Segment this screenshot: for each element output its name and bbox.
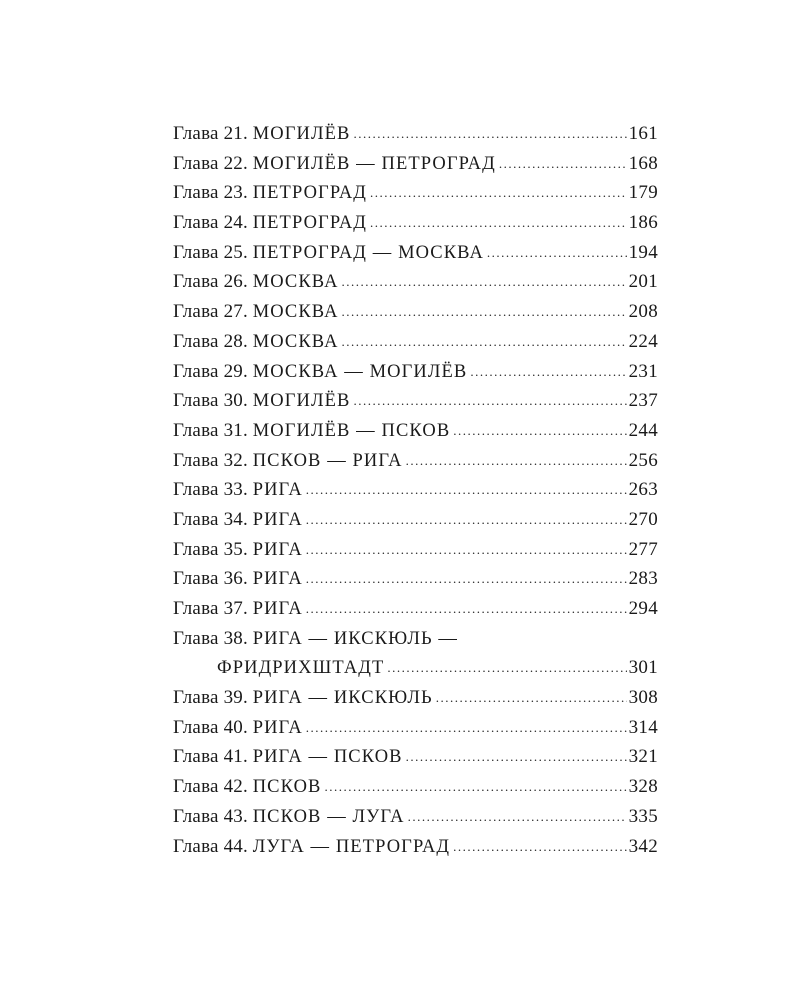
toc-entry[interactable] [173, 594, 658, 624]
page-number: 224 [628, 330, 658, 352]
chapter-title: ПСКОВ — ЛУГА [252, 806, 405, 827]
toc-entry-38-continuation[interactable] [173, 653, 658, 683]
toc-list [173, 119, 658, 624]
chapter-prefix: Глава [173, 271, 219, 293]
page-number: 342 [628, 835, 658, 857]
dot-leader [306, 602, 627, 615]
chapter-prefix: Глава [173, 687, 219, 709]
chapter-number: 42. [223, 776, 248, 798]
page-number: 335 [628, 805, 658, 827]
toc-entry[interactable] [173, 267, 658, 297]
page-number: 161 [628, 123, 658, 144]
page-number: 301 [628, 657, 658, 679]
chapter-number: 28. [223, 330, 248, 352]
toc-entry[interactable] [173, 149, 658, 179]
page-number: 263 [628, 479, 658, 501]
toc-entry-38[interactable] [173, 624, 658, 654]
chapter-number: 21. [223, 123, 248, 144]
page-number: 277 [628, 538, 658, 560]
chapter-prefix: Глава [173, 152, 219, 174]
chapter-number: 41. [223, 746, 248, 768]
chapter-number: 26. [223, 271, 248, 293]
page-number: 308 [628, 687, 658, 709]
page-number: 179 [628, 182, 658, 204]
chapter-number: 25. [223, 241, 248, 263]
chapter-prefix: Глава [173, 568, 219, 590]
chapter-title: РИГА [252, 539, 303, 560]
chapter-number: 44. [223, 835, 248, 857]
dot-leader [470, 365, 626, 378]
chapter-title: РИГА [252, 717, 303, 738]
toc-entry[interactable] [173, 386, 658, 416]
toc-entry[interactable] [173, 832, 658, 862]
toc-entry[interactable] [173, 178, 658, 208]
toc-entry[interactable] [173, 208, 658, 238]
page-number: 208 [628, 301, 658, 323]
chapter-title: РИГА [252, 509, 303, 530]
chapter-title: ЛУГА — ПЕТРОГРАД [252, 836, 451, 857]
toc-list [173, 683, 658, 861]
toc-entry[interactable] [173, 238, 658, 268]
chapter-prefix: Глава [173, 627, 219, 649]
dot-leader [306, 572, 627, 585]
toc-entry[interactable] [173, 357, 658, 387]
toc-entry[interactable] [173, 119, 658, 149]
chapter-prefix: Глава [173, 598, 219, 619]
chapter-number: 23. [223, 182, 248, 204]
chapter-prefix: Глава [173, 419, 219, 441]
page-number: 321 [628, 746, 658, 768]
toc-entry[interactable] [173, 535, 658, 565]
chapter-number: 38. [223, 627, 248, 649]
chapter-prefix: Глава [173, 508, 219, 530]
chapter-prefix: Глава [173, 123, 219, 144]
chapter-number: 27. [223, 301, 248, 323]
toc-entry[interactable] [173, 475, 658, 505]
chapter-number: 36. [223, 568, 248, 590]
dot-leader [342, 275, 627, 288]
chapter-title: РИГА — ИКСКЮЛЬ [252, 688, 433, 709]
toc-entry[interactable] [173, 564, 658, 594]
chapter-title: ПЕТРОГРАД — МОСКВА [252, 242, 484, 263]
dot-leader [487, 246, 627, 259]
chapter-number: 34. [223, 508, 248, 530]
toc-entry[interactable] [173, 446, 658, 476]
dot-leader [306, 721, 627, 734]
page-number: 244 [628, 419, 658, 441]
dot-leader [306, 483, 627, 496]
toc-entry[interactable] [173, 297, 658, 327]
dot-leader [342, 335, 627, 348]
dot-leader [370, 216, 627, 229]
chapter-number: 37. [223, 598, 248, 619]
chapter-prefix: Глава [173, 716, 219, 738]
chapter-title: РИГА [252, 599, 303, 619]
page-number: 328 [628, 776, 658, 798]
chapter-prefix: Глава [173, 746, 219, 768]
chapter-number: 43. [223, 805, 248, 827]
dot-leader [342, 305, 627, 318]
chapter-number: 22. [223, 152, 248, 174]
chapter-number: 30. [223, 390, 248, 412]
chapter-title: РИГА — ПСКОВ [252, 747, 403, 768]
chapter-title: МОГИЛЁВ — ПЕТРОГРАД [252, 153, 496, 174]
chapter-number: 32. [223, 449, 248, 471]
chapter-prefix: Глава [173, 390, 219, 412]
chapter-title: МОГИЛЁВ [252, 391, 351, 412]
chapter-title: МОСКВА [252, 272, 339, 293]
dot-leader [306, 513, 627, 526]
chapter-title: МОСКВА [252, 331, 339, 352]
chapter-prefix: Глава [173, 212, 219, 234]
chapter-number: 39. [223, 687, 248, 709]
chapter-number: 24. [223, 212, 248, 234]
chapter-title: РИГА [252, 480, 303, 501]
chapter-prefix: Глава [173, 301, 219, 323]
chapter-title: ПЕТРОГРАД [252, 213, 368, 234]
toc-entry[interactable] [173, 742, 658, 772]
chapter-prefix: Глава [173, 538, 219, 560]
chapter-title: ПЕТРОГРАД [252, 183, 368, 204]
chapter-prefix: Глава [173, 479, 219, 501]
dot-leader [499, 157, 627, 170]
table-of-contents [173, 119, 658, 861]
page-number: 201 [628, 271, 658, 293]
page-number: 256 [628, 449, 658, 471]
dot-leader [324, 780, 626, 793]
dot-leader [387, 661, 626, 674]
toc-entry[interactable] [173, 416, 658, 446]
toc-entry[interactable] [173, 327, 658, 357]
page-number: 270 [628, 508, 658, 530]
dot-leader [370, 186, 627, 199]
toc-entry[interactable] [173, 505, 658, 535]
chapter-title: МОСКВА — МОГИЛЁВ [252, 361, 468, 382]
chapter-title: МОГИЛЁВ [252, 124, 351, 144]
chapter-number: 33. [223, 479, 248, 501]
dot-leader [408, 810, 627, 823]
chapter-number: 40. [223, 716, 248, 738]
chapter-title: МОСКВА [252, 302, 339, 323]
dot-leader [436, 691, 627, 704]
chapter-prefix: Глава [173, 360, 219, 382]
chapter-number: 35. [223, 538, 248, 560]
chapter-prefix: Глава [173, 805, 219, 827]
chapter-title: ПСКОВ [252, 777, 322, 798]
toc-entry[interactable] [173, 713, 658, 743]
chapter-title: ПСКОВ — РИГА [252, 450, 403, 471]
page-number: 283 [628, 568, 658, 590]
chapter-number: 31. [223, 419, 248, 441]
page-number: 168 [628, 152, 658, 174]
chapter-prefix: Глава [173, 835, 219, 857]
chapter-title: РИГА [252, 569, 303, 590]
chapter-prefix: Глава [173, 776, 219, 798]
dot-leader [306, 543, 627, 556]
dot-leader [406, 750, 627, 763]
page-number: 186 [628, 212, 658, 234]
chapter-prefix: Глава [173, 330, 219, 352]
chapter-prefix: Глава [173, 449, 219, 471]
toc-entry[interactable] [173, 683, 658, 713]
page-number: 194 [628, 241, 658, 263]
page-number: 237 [628, 390, 658, 412]
chapter-title-line1: РИГА — ИКСКЮЛЬ — [252, 628, 459, 649]
dot-leader [453, 840, 626, 853]
chapter-prefix: Глава [173, 182, 219, 204]
toc-entry[interactable] [173, 802, 658, 832]
toc-entry[interactable] [173, 772, 658, 802]
dot-leader [353, 127, 626, 140]
chapter-title-line2: ФРИДРИХШТАДТ [217, 658, 385, 679]
chapter-number: 29. [223, 360, 248, 382]
chapter-prefix: Глава [173, 241, 219, 263]
dot-leader [453, 424, 626, 437]
page-number: 314 [628, 716, 658, 738]
chapter-title: МОГИЛЁВ — ПСКОВ [252, 420, 451, 441]
dot-leader [406, 454, 627, 467]
dot-leader [353, 394, 626, 407]
page-number: 231 [628, 360, 658, 382]
page-number: 294 [628, 598, 658, 619]
